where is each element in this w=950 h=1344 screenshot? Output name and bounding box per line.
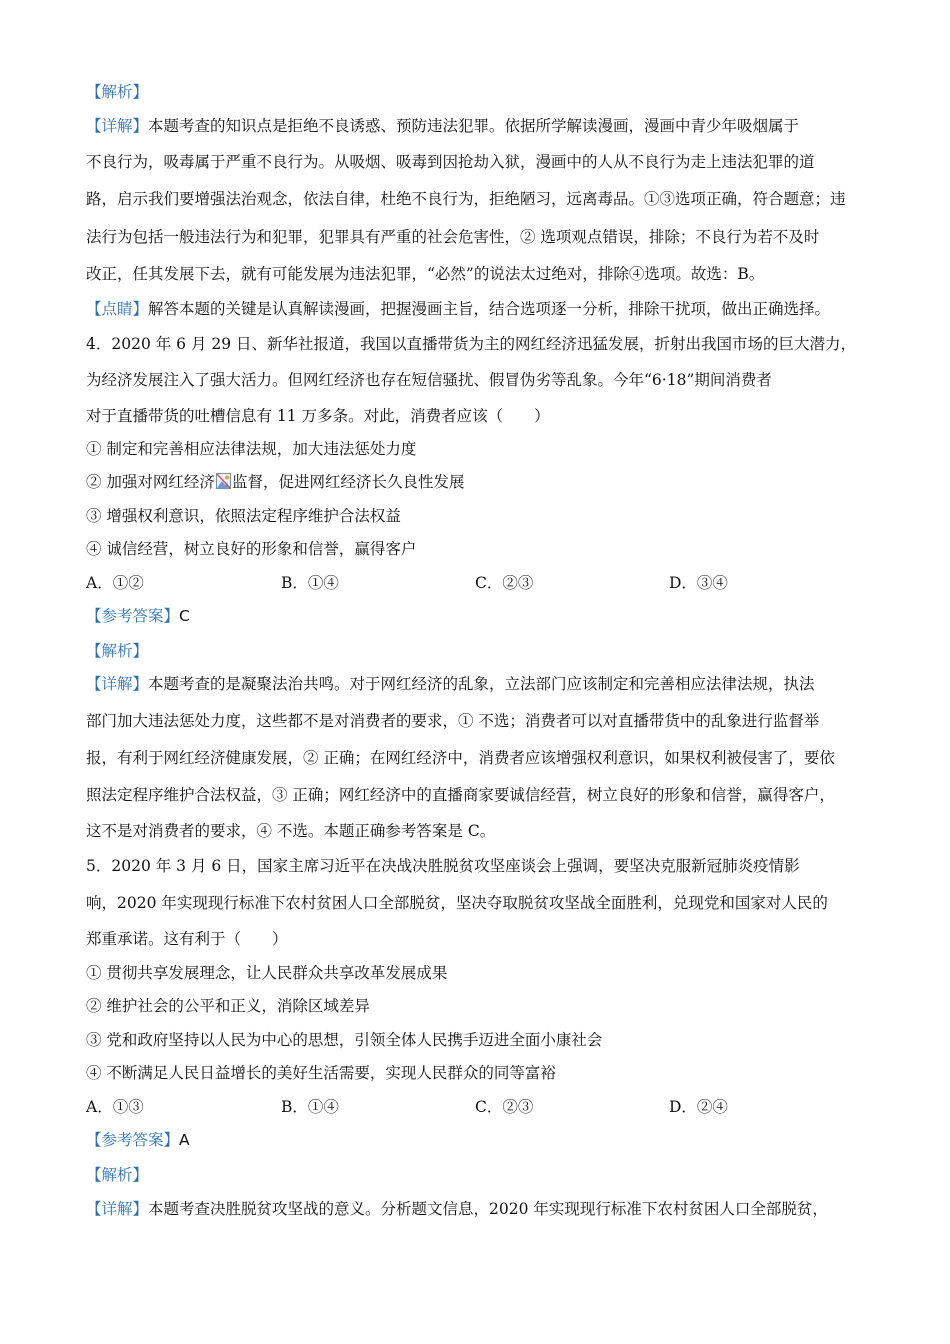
q5-stem-line-3: 郑重承诺。这有利于（ ） bbox=[86, 930, 288, 948]
q4-detail-line-5: 这不是对消费者的要求，④ 不选。本题正确参考答案是 C。 bbox=[86, 822, 496, 840]
q5-detail-line-1 bbox=[86, 1199, 866, 1219]
q5-option-b: B．①④ bbox=[281, 1098, 339, 1116]
q4-analysis-tag: 【解析】 bbox=[86, 642, 149, 660]
q5-item-1: ① 贯彻共享发展理念，让人民群众共享改革发展成果 bbox=[86, 964, 448, 982]
q4-detail-text-1: 本题考查的是凝聚法治共鸣。对于网红经济的乱象，立法部门应该制定和完善相应法律法规，执法 bbox=[148, 675, 815, 693]
q3-detail-line-5: 改正，任其发展下去，就有可能发展为违法犯罪，“必然”的说法太过绝对，排除④选项。故选：B。 bbox=[86, 265, 765, 283]
q3-detail-line-1 bbox=[86, 116, 866, 136]
q3-tip-tag: 【点睛】 bbox=[86, 300, 149, 318]
q5-detail-tag: 【详解】 bbox=[86, 1200, 149, 1218]
q4-item-2 bbox=[86, 472, 866, 492]
q5-item-4: ④ 不断满足人民日益增长的美好生活需要，实现人民群众的同等富裕 bbox=[86, 1064, 556, 1082]
q4-detail-tag: 【详解】 bbox=[86, 675, 149, 693]
q5-option-d: D．②④ bbox=[669, 1098, 728, 1116]
q5-item-2: ② 维护社会的公平和正义，消除区域差异 bbox=[86, 997, 370, 1015]
q4-answer-line bbox=[86, 606, 866, 626]
q3-detail-tag: 【详解】 bbox=[86, 117, 149, 135]
q5-option-c: C．②③ bbox=[475, 1098, 534, 1116]
q4-detail-line-4: 照法定程序维护合法权益，③ 正确；网红经济中的直播商家要诚信经营，树立良好的形象和信誉，赢得客户， bbox=[86, 786, 835, 804]
broken-image-icon bbox=[216, 473, 231, 489]
q3-detail-line-3: 路，启示我们要增强法治观念，依法自律，杜绝不良行为，拒绝陋习，远离毒品。①③选项正确，符合题意；违 bbox=[86, 190, 846, 208]
q4-item-2-before: ② 加强对网红经济 bbox=[86, 473, 215, 491]
q5-stem-line-1: 5．2020 年 3 月 6 日，国家主席习近平在决战决胜脱贫攻坚座谈会上强调，要坚决克服新冠肺炎疫情影 bbox=[86, 857, 800, 875]
q4-options bbox=[86, 573, 866, 593]
q4-option-c: C．②③ bbox=[475, 574, 534, 592]
q5-answer: A bbox=[179, 1131, 190, 1149]
q4-detail-line-3: 报，有利于网红经济健康发展，② 正确；在网红经济中，消费者应该增强权利意识，如果权利被侵害了，要依 bbox=[86, 749, 835, 767]
q4-answer: C bbox=[179, 607, 190, 625]
q4-detail-line-2: 部门加大违法惩处力度，这些都不是对消费者的要求，① 不选；消费者可以对直播带货中的乱象进行监督举 bbox=[86, 712, 820, 730]
q5-detail-text-1: 本题考查决胜脱贫攻坚战的意义。分析题文信息，2020 年实现现行标准下农村贫困人口全部脱贫， bbox=[148, 1200, 828, 1218]
q5-option-a: A．①③ bbox=[86, 1098, 144, 1116]
q5-answer-tag: 【参考答案】 bbox=[86, 1131, 180, 1149]
q3-tip-text: 解答本题的关键是认真解读漫画，把握漫画主旨，结合选项逐一分析，排除干扰项，做出正确选择。 bbox=[148, 300, 831, 318]
q4-option-b: B．①④ bbox=[281, 574, 339, 592]
q4-answer-tag: 【参考答案】 bbox=[86, 607, 180, 625]
q3-tip-line bbox=[86, 299, 866, 319]
q3-analysis-tag: 【解析】 bbox=[86, 83, 149, 101]
q4-item-4: ④ 诚信经营，树立良好的形象和信誉，赢得客户 bbox=[86, 540, 417, 558]
q4-detail-line-1 bbox=[86, 674, 866, 694]
q4-item-3: ③ 增强权利意识，依照法定程序维护合法权益 bbox=[86, 507, 401, 525]
q3-detail-line-4: 法行为包括一般违法行为和犯罪，犯罪具有严重的社会危害性，② 选项观点错误，排除；不良行为若不及时 bbox=[86, 228, 820, 246]
q4-stem-line-2: 为经济发展注入了强大活力。但网红经济也存在短信骚扰、假冒伪劣等乱象。今年“6·18”期间消费者 bbox=[86, 371, 772, 389]
q5-options bbox=[86, 1097, 866, 1117]
q5-item-3: ③ 党和政府坚持以人民为中心的思想，引领全体人民携手迈进全面小康社会 bbox=[86, 1031, 603, 1049]
q5-stem-line-2: 响，2020 年实现现行标准下农村贫困人口全部脱贫，坚决夺取脱贫攻坚战全面胜利，兑现党和国家对人民的 bbox=[86, 894, 828, 912]
q5-answer-line bbox=[86, 1130, 866, 1150]
q4-item-1: ① 制定和完善相应法律法规，加大违法惩处力度 bbox=[86, 440, 417, 458]
q4-stem-line-3: 对于直播带货的吐槽信息有 11 万多条。对此，消费者应该（ ） bbox=[86, 407, 550, 425]
q4-option-d: D．③④ bbox=[669, 574, 728, 592]
q3-detail-line-2: 不良行为，吸毒属于严重不良行为。从吸烟、吸毒到因抢劫入狱，漫画中的人从不良行为走上违法犯罪的道 bbox=[86, 153, 815, 171]
q4-stem-line-1: 4．2020 年 6 月 29 日、新华社报道，我国以直播带货为主的网红经济迅猛发展，折射出我国市场的巨大潜力， bbox=[86, 335, 857, 353]
q4-item-2-after: 监督，促进网红经济长久良性发展 bbox=[231, 473, 465, 491]
q5-analysis-tag: 【解析】 bbox=[86, 1166, 149, 1184]
q3-detail-text-1: 本题考查的知识点是拒绝不良诱惑、预防违法犯罪。依据所学解读漫画，漫画中青少年吸烟属于 bbox=[148, 117, 800, 135]
q4-option-a: A．①② bbox=[86, 574, 144, 592]
